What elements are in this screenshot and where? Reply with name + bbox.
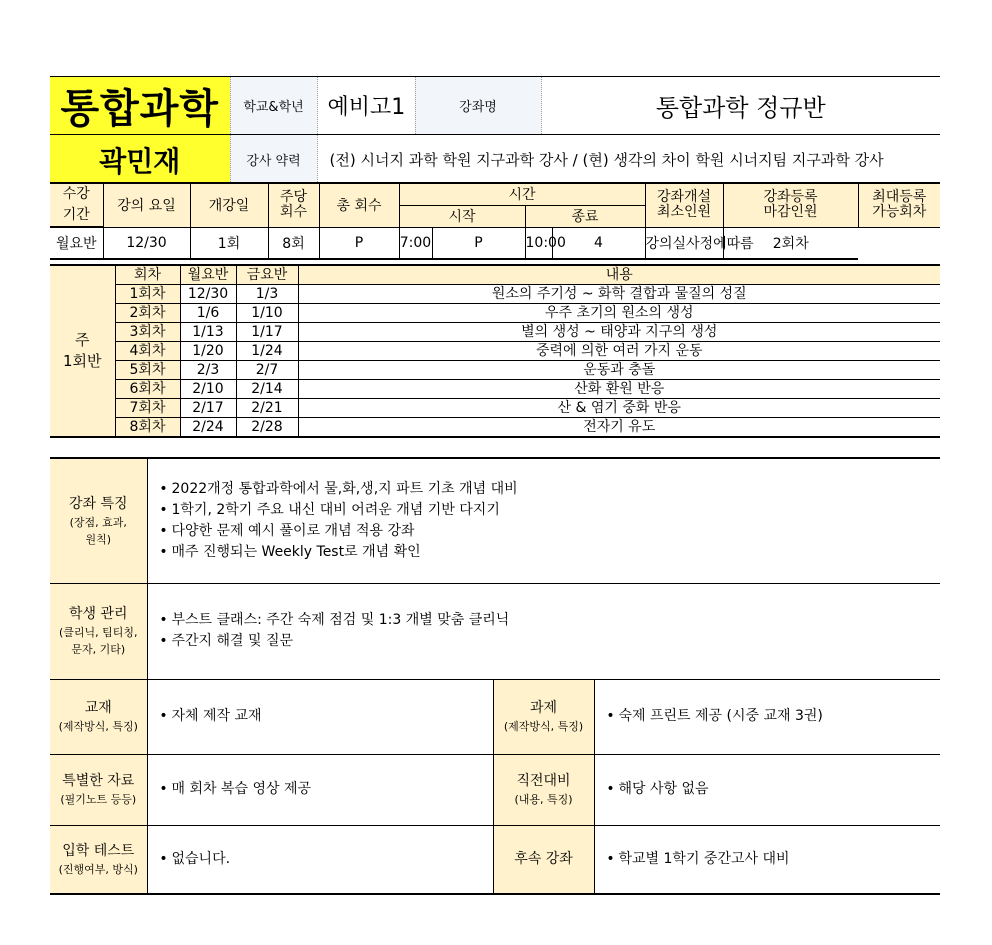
list-item <box>156 631 941 652</box>
list-item-text: 숙제 프린트 제공 (시중 교재 3권) <box>618 708 823 724</box>
session-no: 5회차 <box>115 361 180 380</box>
pre-exam-label: 직전대비 <box>516 773 571 789</box>
session-mon-date: 2/17 <box>180 399 236 418</box>
management-sub-line1: (클리닉, 팀티칭, <box>58 626 138 639</box>
list-item <box>156 706 493 727</box>
list-item <box>156 500 941 521</box>
school-grade-value: 예비고1 <box>317 77 415 135</box>
session-no: 7회차 <box>115 399 180 418</box>
table-row <box>50 399 940 418</box>
min-enroll-value: 4 <box>552 227 645 259</box>
list-item-text: 주간지 해결 및 질문 <box>171 633 294 649</box>
features-sub-line2: 원칙) <box>85 532 112 546</box>
pre-exam-sub: (내용, 특징) <box>514 793 573 806</box>
session-fri-date: 2/7 <box>236 361 298 380</box>
total-value: 8회 <box>268 227 319 259</box>
bullet-icon: • <box>159 543 168 560</box>
list-item <box>156 542 941 563</box>
homework-value <box>594 679 940 754</box>
career-value: (전) 시너지 과학 학원 지구과학 강사 / (현) 생각의 차이 학원 시너지팀 지구과학 강사 <box>317 135 940 185</box>
list-item <box>156 479 941 500</box>
course-name-value: 통합과학 정규반 <box>541 77 940 135</box>
deadline-header-line1: 강좌등록 <box>763 189 818 206</box>
bullet-icon: • <box>159 501 168 518</box>
pre-exam-label-cell <box>493 754 594 825</box>
weekly-label <box>50 265 115 437</box>
weekday-value: 월요반 <box>50 227 103 259</box>
homework-label-cell <box>493 679 594 754</box>
subject-title-cell <box>50 77 230 135</box>
session-fri-date: 2/14 <box>236 380 298 399</box>
bullet-icon: • <box>159 708 168 724</box>
deadline-value: 강의실사정에따름 <box>645 227 723 259</box>
session-mon-date: 1/6 <box>180 304 236 323</box>
session-fri-date: 2/28 <box>236 418 298 438</box>
list-item <box>156 521 941 542</box>
materials-sub: (필기노트 등등) <box>60 793 137 806</box>
session-mon-date: 1/13 <box>180 323 236 342</box>
management-label: 학생 관리 <box>68 606 128 622</box>
time-start-header: 시작 <box>399 205 525 227</box>
session-mon-date: 2/3 <box>180 361 236 380</box>
list-item <box>156 849 493 870</box>
textbook-label-cell <box>50 679 147 754</box>
career-label: 강사 약력 <box>230 135 317 185</box>
list-item-text: 다양한 문제 예시 풀이로 개념 적용 강좌 <box>171 522 415 539</box>
entrance-label-cell <box>50 825 147 894</box>
session-mon-date: 12/30 <box>180 285 236 304</box>
session-fri-date: 2/21 <box>236 399 298 418</box>
bullet-icon: • <box>159 480 168 497</box>
bullet-icon: • <box>159 522 168 539</box>
materials-value <box>147 754 493 825</box>
follow-up-value <box>594 825 940 894</box>
list-item-text: 부스트 클래스: 주간 숙제 점검 및 1:3 개별 맞춤 클리닉 <box>171 612 510 628</box>
management-label-cell <box>50 583 147 679</box>
schedule-table <box>50 182 940 260</box>
list-item <box>603 849 941 870</box>
deadline-header-line2: 마감인원 <box>763 204 818 221</box>
list-item <box>156 610 941 631</box>
session-content: 원소의 주기성 ~ 화학 결합과 물질의 성질 <box>298 285 940 304</box>
session-mon-date: 2/10 <box>180 380 236 399</box>
session-content: 운동과 충돌 <box>298 361 940 380</box>
session-mon-header: 월요반 <box>180 265 236 285</box>
list-item-text: 매 회차 복습 영상 제공 <box>171 781 312 797</box>
bullet-icon: • <box>159 612 168 628</box>
bullet-icon: • <box>606 850 615 867</box>
max-session-value: 2회차 <box>723 227 858 259</box>
details-table <box>50 457 940 895</box>
homework-sub: (제작방식, 특징) <box>503 720 584 733</box>
table-row <box>50 285 940 304</box>
school-grade-label: 학교&학년 <box>230 77 317 135</box>
weekly-label-line1: 주 <box>75 331 90 349</box>
start-ampm: P <box>319 227 399 259</box>
time-end-header: 종료 <box>525 205 645 227</box>
weekday-header: 강의 요일 <box>103 183 190 227</box>
per-week-value: 1회 <box>190 227 268 259</box>
teacher-name: 곽민재 <box>99 144 181 178</box>
max-session-header-line2: 가능회차 <box>872 204 927 221</box>
list-item-text: 1학기, 2학기 주요 내신 대비 어려운 개념 기반 다지기 <box>171 501 500 518</box>
homework-label: 과제 <box>529 700 558 716</box>
session-no: 6회차 <box>115 380 180 399</box>
table-row <box>50 380 940 399</box>
start-time: 7:00 <box>399 227 432 259</box>
max-session-header-line1: 최대등록 <box>872 189 927 206</box>
session-mon-date: 1/20 <box>180 342 236 361</box>
table-row <box>50 342 940 361</box>
entrance-sub: (진행여부, 방식) <box>58 862 138 876</box>
session-fri-date: 1/17 <box>236 323 298 342</box>
session-no: 3회차 <box>115 323 180 342</box>
list-item-text: 2022개정 통합과학에서 물,화,생,지 파트 기초 개념 대비 <box>171 480 518 497</box>
textbook-value <box>147 679 493 754</box>
teacher-name-cell <box>50 135 230 185</box>
entrance-label: 입학 테스트 <box>62 842 135 859</box>
time-header: 시간 <box>399 183 645 205</box>
sessions-table <box>50 264 940 438</box>
course-header <box>50 76 940 185</box>
period-label-line1: 수강 <box>62 186 90 202</box>
list-item <box>603 779 941 800</box>
min-enroll-header-line2: 최소인원 <box>656 204 712 221</box>
session-content-header: 내용 <box>298 265 940 285</box>
session-no: 2회차 <box>115 304 180 323</box>
session-content: 별의 생성 ~ 태양과 지구의 생성 <box>298 323 940 342</box>
features-list <box>147 458 940 583</box>
min-enroll-header-line1: 강좌개설 <box>656 189 712 206</box>
per-week-header <box>268 183 319 227</box>
pre-exam-value <box>594 754 940 825</box>
bullet-icon: • <box>606 781 615 797</box>
bullet-icon: • <box>159 850 168 867</box>
bullet-icon: • <box>159 633 168 649</box>
start-date-value: 12/30 <box>103 227 190 259</box>
session-content: 중력에 의한 여러 가지 운동 <box>298 342 940 361</box>
per-week-header-line1: 주당 <box>279 189 308 206</box>
session-content: 우주 초기의 원소의 생성 <box>298 304 940 323</box>
features-label: 강좌 특징 <box>68 495 128 512</box>
table-row <box>50 418 940 438</box>
session-fri-date: 1/24 <box>236 342 298 361</box>
session-content: 산화 환원 반응 <box>298 380 940 399</box>
session-mon-date: 2/24 <box>180 418 236 438</box>
textbook-label: 교재 <box>84 700 112 716</box>
bullet-icon: • <box>606 708 615 724</box>
list-item-text: 학교별 1학기 중간고사 대비 <box>618 850 790 867</box>
features-label-cell <box>50 458 147 583</box>
materials-label: 특별한 자료 <box>62 773 135 789</box>
list-item-text: 해당 사항 없음 <box>618 781 709 797</box>
list-item-text: 매주 진행되는 Weekly Test로 개념 확인 <box>171 543 421 560</box>
list-item <box>156 779 493 800</box>
session-no-header: 회차 <box>115 265 180 285</box>
entrance-value <box>147 825 493 894</box>
session-content: 산 & 염기 중화 반응 <box>298 399 940 418</box>
session-fri-date: 1/3 <box>236 285 298 304</box>
end-ampm: P <box>432 227 525 259</box>
course-name-label: 강좌명 <box>415 77 541 135</box>
max-session-header <box>858 183 940 227</box>
management-sub-line2: 문자, 기타) <box>71 643 126 656</box>
session-no: 1회차 <box>115 285 180 304</box>
list-item-text: 자체 제작 교재 <box>171 708 262 724</box>
per-week-header-line2: 회수 <box>279 204 308 221</box>
period-label-line2: 기간 <box>62 207 90 223</box>
session-fri-date: 1/10 <box>236 304 298 323</box>
total-header: 총 회수 <box>319 183 399 227</box>
session-no: 8회차 <box>115 418 180 438</box>
min-enroll-header <box>645 183 723 227</box>
list-item <box>603 706 941 727</box>
weekly-label-line2: 1회반 <box>62 352 102 370</box>
subject-title: 통합과학 <box>60 86 220 132</box>
table-row <box>50 323 940 342</box>
bullet-icon: • <box>159 781 168 797</box>
session-no: 4회차 <box>115 342 180 361</box>
table-row <box>50 304 940 323</box>
end-time: 10:00 <box>525 227 552 259</box>
period-label <box>50 183 103 227</box>
follow-up-label: 후속 강좌 <box>514 851 573 868</box>
materials-label-cell <box>50 754 147 825</box>
start-date-header: 개강일 <box>190 183 268 227</box>
features-sub-line1: (장점, 효과, <box>69 515 127 529</box>
textbook-sub: (제작방식, 특징) <box>58 720 138 733</box>
session-content: 전자기 유도 <box>298 418 940 438</box>
session-fri-header: 금요반 <box>236 265 298 285</box>
list-item-text: 없습니다. <box>171 850 231 867</box>
deadline-header <box>723 183 858 227</box>
follow-up-label-cell <box>493 825 594 894</box>
table-row <box>50 361 940 380</box>
management-list <box>147 583 940 679</box>
